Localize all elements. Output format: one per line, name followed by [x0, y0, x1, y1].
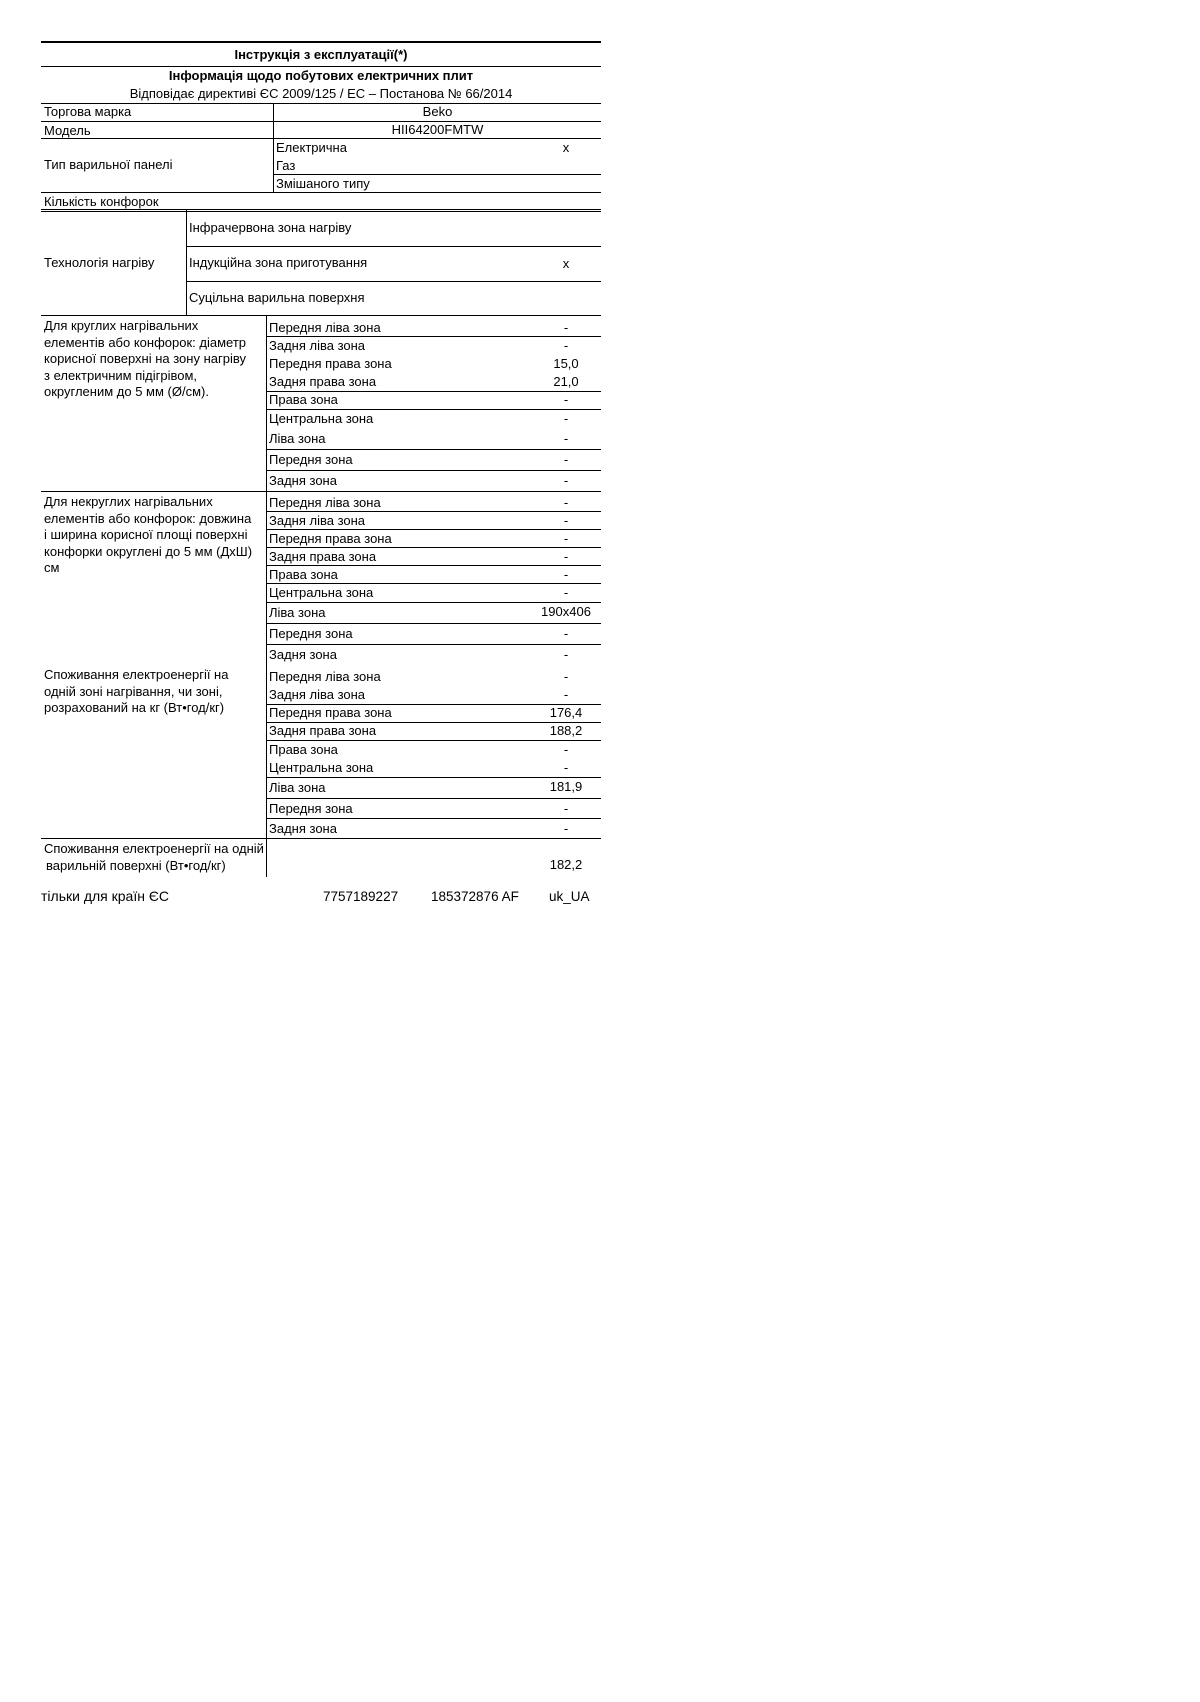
footer-region: тільки для країн ЄС: [41, 888, 170, 904]
rule: [266, 798, 601, 799]
round-zone-value: -: [563, 431, 569, 446]
rule: [41, 138, 601, 139]
column-divider: [273, 103, 274, 192]
nonround-zone-value: -: [563, 513, 569, 528]
rule: [266, 511, 601, 512]
round-zone-name: Центральна зона: [269, 411, 374, 426]
nonround-zone-value: -: [563, 647, 569, 662]
nonround-zone-name: Центральна зона: [269, 585, 374, 600]
rule: [41, 491, 601, 492]
round-zone-name: Права зона: [269, 392, 338, 407]
heating-tech-label: Технологія нагріву: [44, 255, 155, 270]
round-zone-name: Передня права зона: [269, 356, 392, 371]
heating-tech-option: Індукційна зона приготування: [189, 255, 368, 270]
rule: [266, 336, 601, 337]
energy-zone-value: -: [563, 821, 569, 836]
footer-code-1: 7757189227: [323, 889, 399, 904]
hob-type-label: Тип варильної панелі: [44, 157, 173, 172]
heating-tech-mark: x: [562, 256, 570, 271]
nonround-zone-value: -: [563, 585, 569, 600]
nonround-zone-name: Передня зона: [269, 626, 353, 641]
column-divider: [266, 315, 267, 877]
round-zone-value: -: [563, 338, 569, 353]
nonround-zone-value: -: [563, 549, 569, 564]
burner-count-label: Кількість конфорок: [44, 194, 159, 209]
energy-zone-value: 188,2: [549, 723, 583, 738]
round-zone-name: Задня ліва зона: [269, 338, 366, 353]
hob-type-option: Газ: [276, 158, 296, 173]
table-subtitle: Інформація щодо побутових електричних плит: [168, 68, 474, 83]
energy-zone-value: -: [563, 687, 569, 702]
nonround-zone-name: Права зона: [269, 567, 338, 582]
model-label: Модель: [44, 123, 91, 138]
rule: [266, 818, 601, 819]
nonround-zone-name: Ліва зона: [269, 605, 326, 620]
energy-zone-name: Задня ліва зона: [269, 687, 366, 702]
nonround-zone-value: -: [563, 626, 569, 641]
energy-zone-name: Передня права зона: [269, 705, 392, 720]
round-zone-name: Передня ліва зона: [269, 320, 381, 335]
nonround-section-label: Для некруглих нагрівальних елементів або конфорок: довжина і ширина корисної площі поверхні конфорки округлені до 5 мм (ДхШ) см: [44, 494, 253, 575]
nonround-zone-name: Задня ліва зона: [269, 513, 366, 528]
rule: [266, 470, 601, 471]
rule: [41, 209, 601, 210]
round-zone-value: -: [563, 320, 569, 335]
energy-zone-value: -: [563, 760, 569, 775]
brand-label: Торгова марка: [44, 104, 132, 119]
rule: [41, 192, 601, 193]
round-zone-value: -: [563, 452, 569, 467]
rule: [41, 211, 601, 212]
rule: [266, 529, 601, 530]
energy-zone-name: Права зона: [269, 742, 338, 757]
model-value: HII64200FMTW: [391, 122, 484, 137]
hob-type-option: Змішаного типу: [276, 176, 370, 191]
total-energy-label: варильній поверхні (Вт•год/кг): [46, 858, 226, 873]
round-zone-value: -: [563, 473, 569, 488]
round-zone-value: 21,0: [553, 374, 579, 389]
rule: [266, 777, 601, 778]
column-divider: [186, 209, 187, 315]
footer-locale: uk_UA: [549, 889, 590, 904]
total-energy-label: Споживання електроенергії на одній: [44, 841, 264, 856]
rule: [266, 740, 601, 741]
rule: [186, 246, 601, 247]
nonround-zone-name: Передня права зона: [269, 531, 392, 546]
hob-type-mark: x: [562, 140, 570, 155]
nonround-zone-value: -: [563, 495, 569, 510]
nonround-zone-value: -: [563, 531, 569, 546]
energy-zone-name: Центральна зона: [269, 760, 374, 775]
energy-zone-name: Передня ліва зона: [269, 669, 381, 684]
rule: [266, 644, 601, 645]
rule: [266, 602, 601, 603]
rule: [41, 66, 601, 67]
energy-zone-value: -: [563, 742, 569, 757]
round-zone-name: Ліва зона: [269, 431, 326, 446]
rule: [41, 315, 601, 316]
rule: [266, 409, 601, 410]
round-zone-value: -: [563, 392, 569, 407]
round-zone-name: Задня права зона: [269, 374, 377, 389]
energy-zone-value: -: [563, 669, 569, 684]
round-zone-name: Задня зона: [269, 473, 337, 488]
rule: [266, 623, 601, 624]
nonround-zone-value: -: [563, 567, 569, 582]
rule: [266, 547, 601, 548]
rule: [186, 281, 601, 282]
rule: [41, 838, 601, 839]
document-title: Інструкція з експлуатації(*): [234, 47, 408, 62]
round-zone-value: -: [563, 411, 569, 426]
energy-zone-name: Задня права зона: [269, 723, 377, 738]
round-zone-name: Передня зона: [269, 452, 353, 467]
rule: [273, 174, 601, 175]
footer-code-2: 185372876 AF: [431, 889, 519, 904]
total-energy-value: 182,2: [549, 857, 583, 872]
energy-section-label: Споживання електроенергії на одній зоні нагрівання, чи зоні, розрахований на кг (Вт•год/кг): [44, 667, 229, 715]
rule: [266, 565, 601, 566]
rule: [266, 449, 601, 450]
energy-zone-value: 176,4: [549, 705, 583, 720]
round-zone-value: 15,0: [553, 356, 579, 371]
heating-tech-option: Суцільна варильна поверхня: [189, 290, 365, 305]
round-section-label: Для круглих нагрівальних елементів або конфорок: діаметр корисної поверхні на зону нагріву з електричним підігрівом, округленим до 5 мм (Ø/см).: [44, 318, 247, 399]
directive-line: Відповідає директиві ЄС 2009/125 / ЕС – Постанова № 66/2014: [129, 86, 513, 101]
energy-zone-name: Задня зона: [269, 821, 337, 836]
hob-type-option: Електрична: [276, 140, 347, 155]
brand-value: Beko: [422, 104, 453, 119]
top-rule: [41, 41, 601, 43]
heating-tech-option: Інфрачервона зона нагріву: [189, 220, 352, 235]
nonround-zone-name: Задня права зона: [269, 549, 377, 564]
energy-zone-name: Ліва зона: [269, 780, 326, 795]
nonround-zone-name: Задня зона: [269, 647, 337, 662]
energy-zone-name: Передня зона: [269, 801, 353, 816]
nonround-zone-name: Передня ліва зона: [269, 495, 381, 510]
rule: [266, 583, 601, 584]
nonround-zone-value: 190x406: [541, 604, 591, 619]
energy-zone-value: -: [563, 801, 569, 816]
energy-zone-value: 181,9: [549, 779, 583, 794]
